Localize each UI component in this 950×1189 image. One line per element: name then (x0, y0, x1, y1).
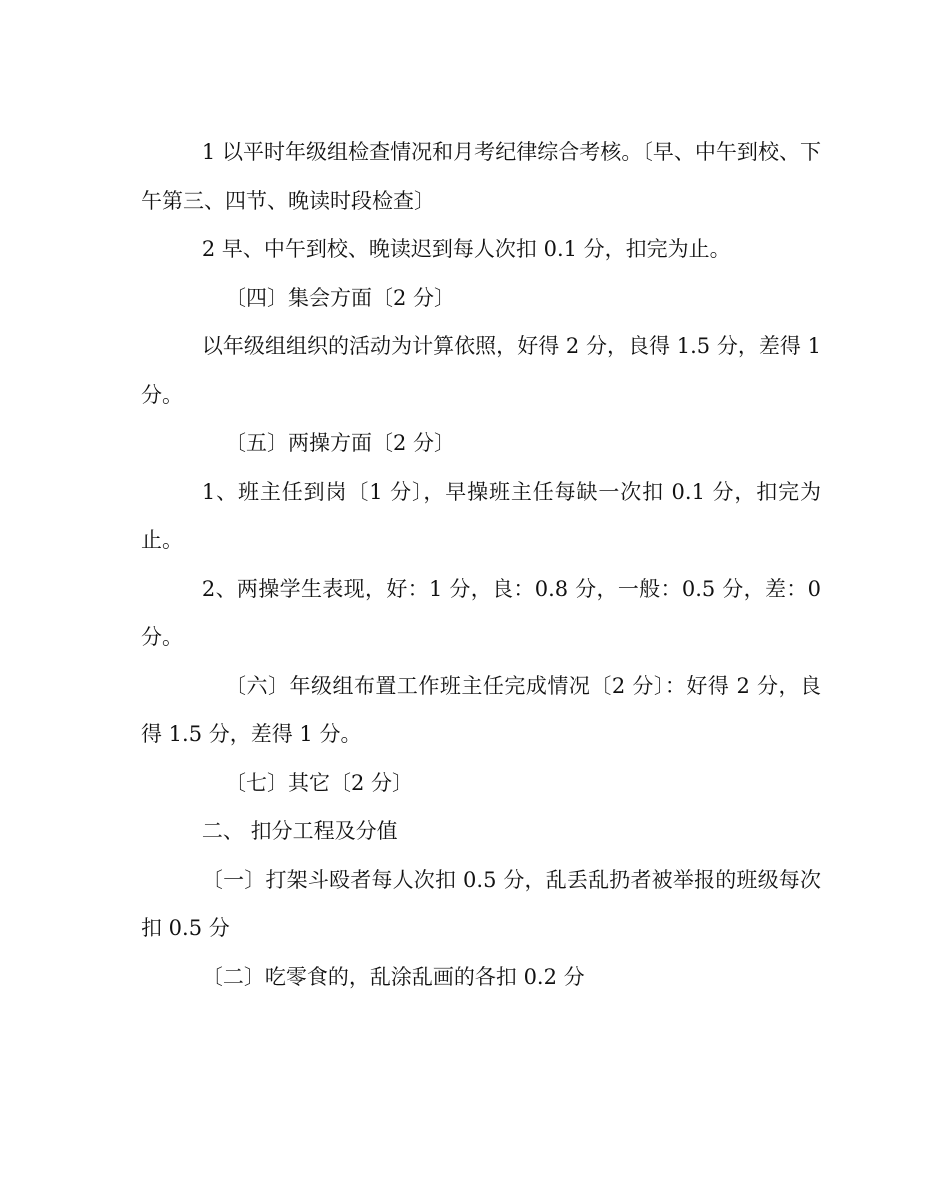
paragraph-snacks-graffiti: 〔二〕吃零食的，乱涂乱画的各扣 0.2 分 (201, 964, 585, 989)
paragraph-fighting-littering: 〔一〕打架斗殴者每人次扣 0.5 分，乱丢乱扔者被举报的班级每次扣 0.5 分 (141, 867, 821, 940)
paragraph-teacher-attendance: 1、班主任到岗〔1 分〕，早操班主任每缺一次扣 0.1 分，扣完为止。 (141, 479, 821, 552)
paragraph-assembly-scoring: 以年级组组织的活动为计算依照，好得 2 分，良得 1.5 分，差得 1 分。 (141, 334, 821, 407)
document-body (141, 128, 821, 1001)
paragraph-late-deduction: 2 早、中午到校、晚读迟到每人次扣 0.1 分，扣完为止。 (201, 237, 731, 261)
paragraph-student-performance: 2、两操学生表现，好：1 分，良：0.8 分，一般：0.5 分，差：0 分。 (141, 576, 821, 649)
section-heading-assembly: 〔四〕集会方面〔2 分〕 (225, 285, 456, 310)
section-heading-exercises: 〔五〕两操方面〔2 分〕 (225, 431, 456, 455)
section-heading-deductions: 二、 扣分工程及分值 (201, 819, 398, 843)
paragraph-assessment-basis: 1 以平时年级组检查情况和月考纪律综合考核。〔早、中午到校、下午第三、四节、晚读时段检查〕 (141, 140, 821, 213)
section-heading-other: 〔七〕其它〔2 分〕 (225, 770, 414, 795)
paragraph-task-completion: 〔六〕年级组布置工作班主任完成情况〔2 分〕：好得 2 分，良得 1.5 分，差得 1 分。 (141, 673, 821, 746)
